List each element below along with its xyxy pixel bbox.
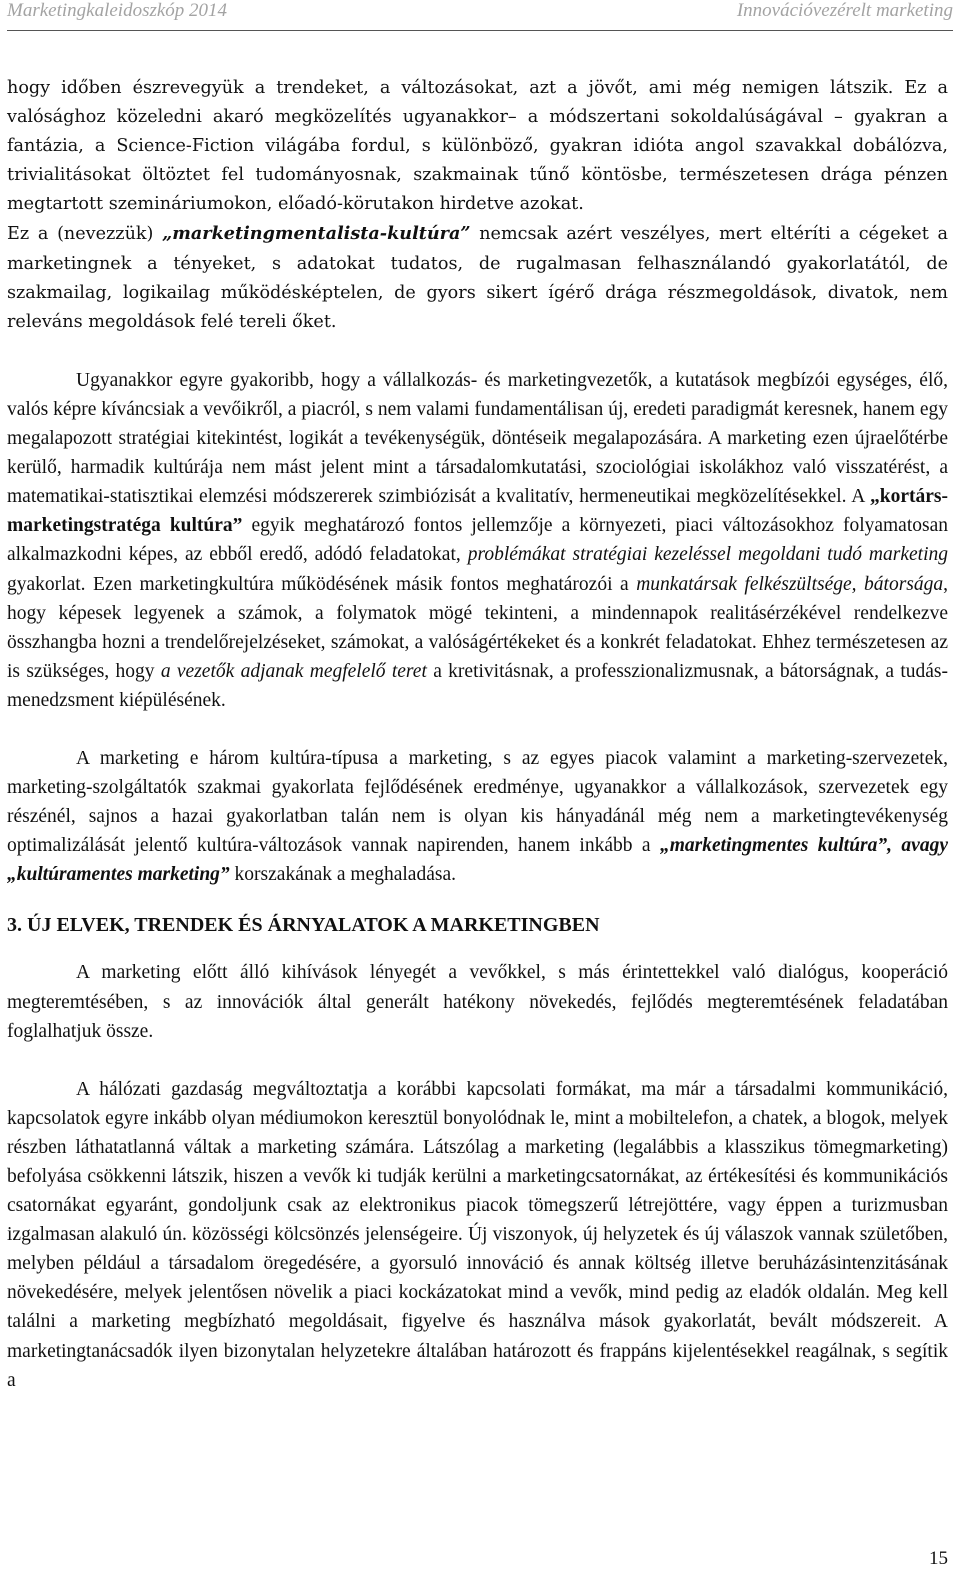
header-divider — [7, 30, 953, 31]
paragraph-4-text-c: korszakának a meghaladása. — [229, 864, 456, 886]
paragraph-2-text-c: nemcsak azért veszélyes, mert eltéríti a cégeket a marketingnek a tényeket, s adatokat tudatos, de rugalmasan felhasználandó gyakorlatától, de szakmailag, logikailag működésképtelen, de gyors sikert ígérő drága részmegoldások, divatok, nem releváns megoldások felé tereli őket. — [7, 224, 949, 332]
paragraph-3-emphasis: „kortárs-marketingstratéga kultúra” — [7, 486, 948, 537]
paragraph-3-italic-f: munkatársak felkészültsége, bátorsága — [636, 573, 944, 595]
page-body — [7, 74, 948, 1395]
paragraph-3-text-e: gyakorlat. Ezen marketingkultúra működésének másik fontos meghatározói a — [7, 573, 637, 595]
paragraph-2 — [7, 219, 948, 336]
paragraph-3 — [7, 366, 948, 715]
paragraph-5: A marketing előtt álló kihívások lényegét a vevőkkel, s más érintettekkel való dialógus, kooperáció megteremtésében, s az innovációk által generált hatékony növekedés, fejlődés megteremtésének feladatában foglalhatjuk össze. — [7, 962, 948, 1042]
paragraph-3-italic-d: problémákat stratégiai kezeléssel megoldani tudó marketing — [467, 544, 948, 566]
paragraph-3-text-c: egyik meghatározó fontos jellemzője a környezeti, piaci változásokhoz folyamatosan alkalmazkodni képes, az ebből eredő, adódó feladatokat, — [7, 515, 948, 566]
paragraph-3-text-g: , hogy képesek legyenek a számok, a folymatok mögé tekinteni, a mindennapok realitásérzékével rendelkezve összhangba hozni a trendelőrejelzéseket, számokat, a valóságértékeket és a konkrét feladatokat. Ehhez természetesen az is szükséges, hogy — [7, 573, 949, 682]
paragraph-4-emphasis: „marketingmentes kultúra”, avagy „kultúramentes marketing” — [7, 835, 948, 886]
header-issue-title: Innovációvezérelt marketing — [736, 0, 953, 21]
paragraph-1: hogy időben észrevegyük a trendeket, a változásokat, azt a jövőt, ami még nemigen látszik. Ez a valósághoz közeledni akaró megközelítés ugyanakkor– a módszertani sokoldalúságával – gyakran a fantázia, a Science-Fiction világába fordul, s különböző, gyakran idióta angol szavakkal dobálózva, trivialitásokat öltöztet fel tudományosnak, szakmainak tűnő köntösbe, természetesen drága pénzen megtartott szemináriumokon, előadó-körutakon hirdetve azokat. — [7, 78, 948, 215]
paragraph-4-text-a: A marketing e három kultúra-típusa a marketing, s az egyes piacok valamint a marketing-szervezetek, marketing-szolgáltatók szakmai gyakorlata fejlődésének eredménye, ugyanakkor a vállalkozások, szervezetek egy részénél, sajnos a hazai gyakorlatban talán nem is olyan kis hányadánál még nem a marketingtevékenység optimalizálását jelentő kultúra-változások vannak napirenden, hanem inkább a — [7, 747, 948, 857]
header-journal-title: Marketingkaleidoszkóp 2014 — [7, 0, 228, 21]
paragraph-3-italic-h: a vezetők adjanak megfelelő teret — [160, 660, 427, 682]
paragraph-2-text-a: Ez a (nevezzük) — [7, 224, 163, 245]
running-header — [7, 0, 953, 24]
paragraph-3-text-a: Ugyanakkor egyre gyakoribb, hogy a vállalkozás- és marketingvezetők, a kutatások megbízói egységes, élő, valós képre kíváncsiak a vevőikről, a piacról, s nem valami fundamentálisan új, eredeti paradigmát keresnek, hanem egy megalapozott stratégiai kitekintést, logikát a tevékenységük, döntéseik megalapozására. A marketing ezen újraelőtérbe kerülő, harmadik kultúrája nem mást jelent mint a társadalomkutatási, szociológiai iskolákhoz való visszatérést, a matematikai-statisztikai elemzési módszererek szimbiózisát a kvalitatív, hermeneutikai megközelítésekkel. A — [7, 369, 948, 508]
section-heading: 3. ÚJ ELVEK, TRENDEK ÉS ÁRNYALATOK A MARKETINGBEN — [7, 914, 600, 937]
paragraph-2-emphasis: „marketingmentalista-kultúra” — [162, 223, 471, 245]
paragraph-4 — [7, 744, 948, 889]
paragraph-3-text-i: a kretivitásnak, a professzionalizmusnak, a bátorságnak, a tudás-menedzsment kiépülésének. — [7, 660, 948, 711]
paragraph-6: A hálózati gazdaság megváltoztatja a korábbi kapcsolati formákat, ma már a társadalmi kommunikáció, kapcsolatok egyre inkább olyan médiumokon keresztül bonyolódnak le, mint a mobiltelefon, a chatek, a blogok, melyek részben láthatatlanná váltak a marketing számára. Látszólag a marketing (legalábbis a klasszikus tömegmarketing) befolyása csökkenni látszik, hiszen a vevők ki tudják kerülni a marketingcsatornákat, az értékesítési és kommunikációs csatornákat egyaránt, gondoljunk csak az elektronikus piacok tömegszerű létrejöttére, vagy éppen a turizmusban izgalmasan alakuló ún. közösségi kölcsönzés jelenségeire. Új viszonyok, új helyzetek és új válaszok vannak születőben, melyben például a társadalom öregedésére, a gyorsuló innováció és annak költség illetve beruházásintenzitásának növekedésére, melyek jelentősen növelik a piaci kockázatokat mind a vevők, mind pedig az eladók oldalán. Meg kell találni a marketing megbízható megoldásait, figyelve és használva mások gyakorlatát, bevált módszereit. A marketingtanácsadók ilyen bizonytalan helyzetekre általában határozott és frappáns kijelentésekkel reagálnak, s segítik a — [7, 1078, 948, 1391]
page-number: 15 — [929, 1548, 948, 1569]
